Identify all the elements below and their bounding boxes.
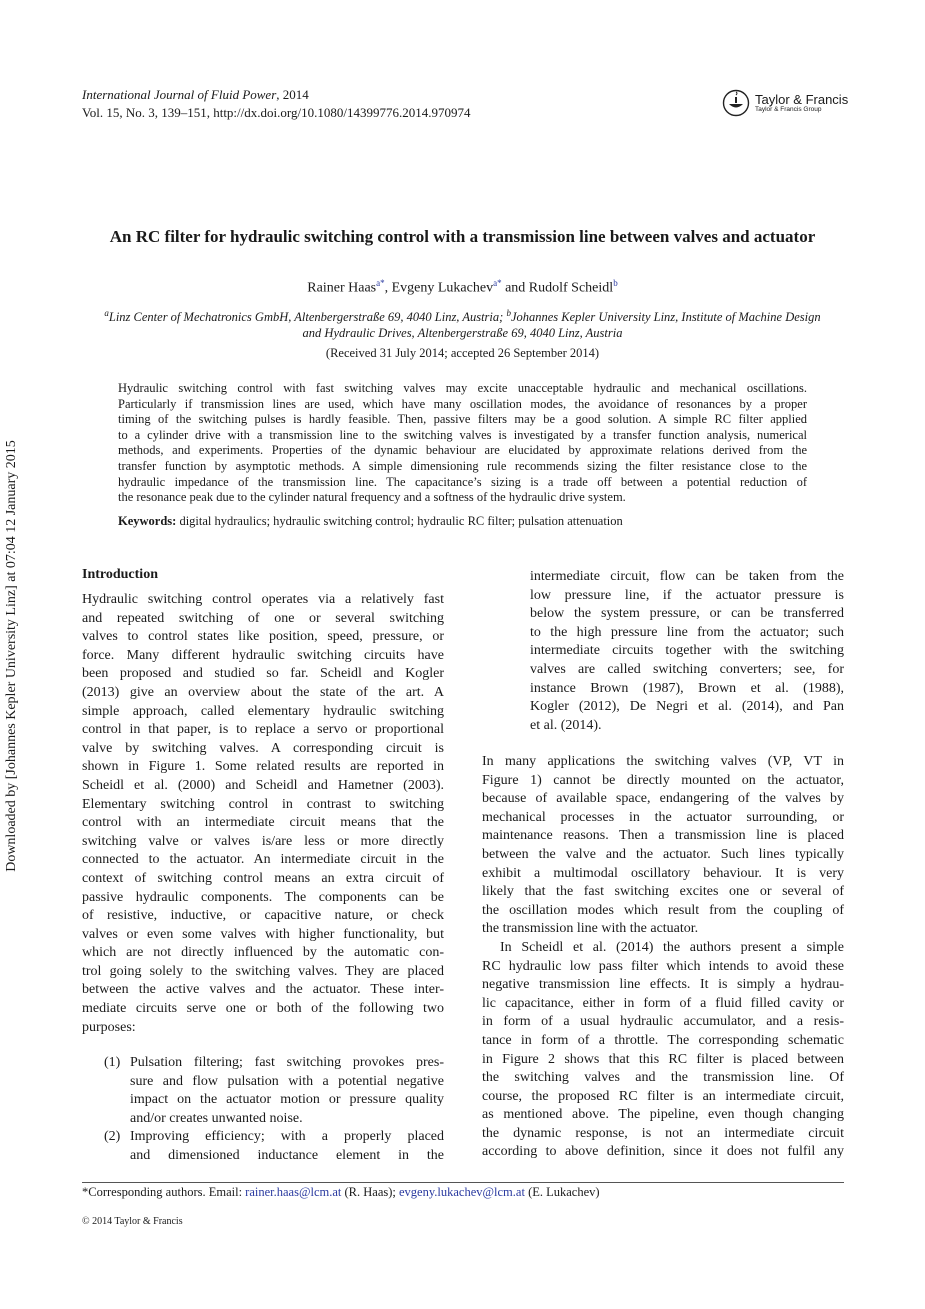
affiliation-b: Johannes Kepler University Linz, Institute of Machine Design and Hydraulic Drives, Altenbergerstraße 69, 4040 Linz, Austria — [302, 310, 821, 341]
paragraph — [530, 568, 844, 735]
journal-name: International Journal of Fluid Power — [82, 87, 277, 102]
text-line: passive hydraulic components. The components can be — [82, 889, 444, 905]
footnote-divider — [82, 1182, 844, 1183]
journal-header — [82, 86, 470, 122]
paragraph — [118, 381, 807, 506]
paragraph — [130, 1054, 444, 1128]
text-line: because of available space, endangering of the valves by — [482, 791, 844, 807]
text-line: context of switching control means an extra circuit of — [82, 870, 444, 886]
text-line: negative transmission line effects. It is simply a hydrau- — [482, 977, 844, 993]
list-item-text — [130, 1054, 444, 1128]
text-line: intermediate circuits together with the switching — [530, 643, 844, 659]
text-line: simple approach, called elementary hydraulic switching — [82, 703, 444, 719]
text-line: Particularly if transmission lines are used, which have many oscillation modes, the avoidance of resonances by a proper — [118, 396, 807, 411]
author-affiliation-mark[interactable]: a* — [376, 278, 385, 288]
purpose-list — [104, 1054, 444, 1166]
text-line: been proposed and studied so far. Scheidl and Kogler — [82, 666, 444, 682]
footnote-text: *Corresponding authors. Email: — [82, 1185, 246, 1199]
copyright: © 2014 Taylor & Francis — [82, 1216, 183, 1227]
text-line: sure and flow pulsation with a potential negative — [130, 1073, 444, 1089]
author-separator: , — [384, 280, 392, 296]
text-line: which are not directly influenced by the automatic con- — [82, 945, 444, 961]
text-line: Kogler (2012), De Negri et al. (2014), and Pan — [530, 699, 844, 715]
text-line: instance Brown (1987), Brown et al. (1988), — [530, 680, 844, 696]
text-line: connected to the actuator. An intermediate circuit in the — [82, 852, 444, 868]
text-line: In Scheidl et al. (2014) the authors present a simple — [500, 939, 844, 955]
text-line: In many applications the switching valves (VP, VT in — [482, 754, 844, 769]
list-item — [104, 1128, 444, 1165]
affiliation-mark: a — [104, 308, 109, 318]
text-line: transfer function by asymptotic methods. A simple dimensioning rule recommends sizing the filter resistance close to the — [118, 458, 807, 473]
list-item-text — [130, 1128, 444, 1165]
text-line: lic capacitance, either in form of a fluid filled cavity or — [482, 995, 844, 1011]
keywords-text: digital hydraulics; hydraulic switching control; hydraulic RC filter; pulsation attenuation — [176, 514, 623, 528]
footnote-text: (E. Lukachev) — [524, 1185, 600, 1199]
journal-year: , 2014 — [276, 87, 309, 102]
text-line: valves are called switching converters; see, for — [530, 661, 844, 677]
text-line: the resonance peak due to the cylinder natural frequency and a softness of the hydraulic drive system. — [118, 490, 626, 505]
paragraph — [82, 591, 444, 1037]
article-title: An RC filter for hydraulic switching control with a transmission line between valves and actuator — [109, 227, 816, 246]
text-line: trol going solely to the switching valves. They are placed — [82, 963, 444, 979]
text-line: below the system pressure, or can be transferred — [530, 606, 844, 622]
text-line: shown in Figure 1. Some related results are reported in — [82, 759, 444, 775]
text-line: the oscillation modes which result from the coupling of — [482, 902, 844, 918]
text-line: Pulsation filtering; fast switching provokes pres- — [130, 1055, 444, 1070]
affiliation-a: Linz Center of Mechatronics GmbH, Altenbergerstraße 69, 4040 Linz, Austria; — [108, 310, 507, 325]
text-line: and/or creates unwanted noise. — [130, 1110, 303, 1126]
author-list — [0, 278, 925, 297]
affiliation-mark: b — [506, 308, 511, 318]
right-column-list-continuation — [530, 568, 844, 735]
keywords-label: Keywords: — [118, 514, 177, 528]
text-line: valve by switching valves. A corresponding circuit is — [82, 740, 444, 756]
list-item — [104, 1054, 444, 1128]
text-line: of resistive, inductive, or capacitive nature, or check — [82, 908, 444, 924]
publisher-lamp-icon — [722, 89, 750, 117]
paragraph — [482, 753, 844, 939]
text-line: the dynamic response, is not an intermediate circuit — [482, 1125, 844, 1141]
text-line: Figure 1) cannot be directly mounted on the actuator, — [482, 772, 844, 788]
author-affiliation-mark[interactable]: a* — [493, 278, 502, 288]
text-line: (2013) give an overview about the state of the art. A — [82, 684, 444, 700]
text-line: the transmission line with the actuator. — [482, 921, 699, 937]
text-line: in form of a usual hydraulic accumulator, and a resis- — [482, 1014, 844, 1030]
affiliations — [95, 305, 830, 341]
download-notice: Downloaded by [Johannes Kepler University Linz] at 07:04 12 January 2015 — [4, 440, 19, 872]
text-line: course, the proposed RC filter is an intermediate circuit, — [482, 1088, 844, 1104]
text-line: Improving efficiency; with a properly placed — [130, 1129, 444, 1145]
text-line: control with an intermediate circuit means that the — [82, 815, 444, 831]
text-line: timing of the switching pulses is hardly feasible. Then, passive filters may be a good solution. A simple RC filter applied — [118, 412, 807, 427]
text-line: and repeated switching of one or several switching — [82, 610, 444, 626]
publisher-name: Taylor & Francis — [755, 92, 849, 107]
text-line: the switching valves and the transmission line. Of — [482, 1070, 844, 1086]
text-line: hydraulic impedance of the transmission line. The capacitance’s sizing is a trade off between a potential reduction of — [118, 474, 807, 489]
text-line: between the valve and the actuator. Such lines typically — [482, 846, 844, 862]
text-line: exhibit a multimodal oscillatory behaviour. It is very — [482, 865, 844, 881]
paragraph — [482, 939, 844, 1162]
text-line: to a cylinder drive with a transmission line to the switching valves is investigated by a transfer function analysis, numerical — [118, 427, 807, 442]
text-line: et al. (2014). — [530, 717, 602, 733]
text-line: RC hydraulic low pass filter which intends to avoid these — [482, 958, 844, 974]
text-line: and dimensioned inductance element in the — [130, 1147, 444, 1163]
text-line: mechanical processes in the actuator surrounding, or — [482, 809, 844, 825]
author-name: Evgeny Lukachev — [391, 280, 494, 296]
text-line: in Figure 2 shows that this RC filter is placed between — [482, 1051, 844, 1067]
footnote — [82, 1185, 600, 1200]
text-line: methods, and experiments. Properties of the dynamic behaviour are elucidated by approximate relations derived from the — [118, 443, 807, 458]
abstract — [118, 381, 807, 506]
left-column-body — [82, 591, 444, 1037]
keywords — [118, 514, 623, 529]
text-line: low pressure line, if the actuator pressure is — [530, 587, 844, 603]
author-affiliation-mark[interactable]: b — [613, 278, 618, 288]
text-line: purposes: — [82, 1019, 136, 1035]
text-line: switching valve or valves is/are less or more directly — [82, 833, 444, 849]
publisher-logo — [722, 89, 848, 117]
text-line: according to above definition, since it does not fulfil any — [482, 1144, 844, 1160]
publisher-group: Taylor & Francis Group — [755, 106, 822, 113]
text-line: force. Many different hydraulic switching circuits have — [82, 647, 444, 663]
text-line: Elementary switching control in contrast to switching — [82, 796, 444, 812]
author-separator: and — [501, 280, 529, 296]
text-line: intermediate circuit, flow can be taken from the — [530, 569, 844, 584]
footnote-text: (R. Haas); — [341, 1185, 399, 1199]
text-line: control in that paper, is to replace a servo or proportional — [82, 722, 444, 738]
email-link[interactable]: rainer.haas@lcm.at — [245, 1185, 342, 1199]
text-line: Scheidl et al. (2000) and Scheidl and Hametner (2003). — [82, 777, 444, 793]
text-line: maintenance reasons. Then a transmission line is placed — [482, 828, 844, 844]
text-line: valves to control states like position, speed, pressure, or — [82, 629, 444, 645]
text-line: mediate circuits serve one or both of the following two — [82, 1001, 444, 1017]
text-line: impact on the actuator motion or pressure quality — [130, 1092, 444, 1108]
text-line: Hydraulic switching control with fast switching valves may excite unacceptable hydraulic and mechanical oscillations. — [118, 381, 807, 395]
email-link[interactable]: evgeny.lukachev@lcm.at — [399, 1185, 525, 1199]
author-name: Rudolf Scheidl — [528, 280, 614, 296]
right-column-body — [482, 753, 844, 1162]
section-heading: Introduction — [82, 567, 158, 582]
list-number: (2) — [104, 1129, 121, 1145]
journal-citation[interactable]: Vol. 15, No. 3, 139–151, http://dx.doi.org/10.1080/14399776.2014.970974 — [82, 105, 471, 120]
text-line: likely that the fast switching excites one or several of — [482, 884, 844, 900]
text-line: between the active valves and the actuator. These inter- — [82, 982, 444, 998]
text-line: tance in form of a throttle. The corresponding schematic — [482, 1032, 844, 1048]
author-name: Rainer Haas — [307, 280, 377, 296]
text-line: Hydraulic switching control operates via a relatively fast — [82, 592, 444, 607]
list-number: (1) — [104, 1055, 121, 1070]
text-line: valves or even some valves with higher functionality, but — [82, 926, 444, 942]
received-dates: (Received 31 July 2014; accepted 26 September 2014) — [325, 346, 600, 360]
text-line: as mentioned above. The pipeline, even though changing — [482, 1107, 844, 1123]
text-line: to the high pressure line from the actuator; such — [530, 624, 844, 640]
paragraph — [130, 1128, 444, 1165]
